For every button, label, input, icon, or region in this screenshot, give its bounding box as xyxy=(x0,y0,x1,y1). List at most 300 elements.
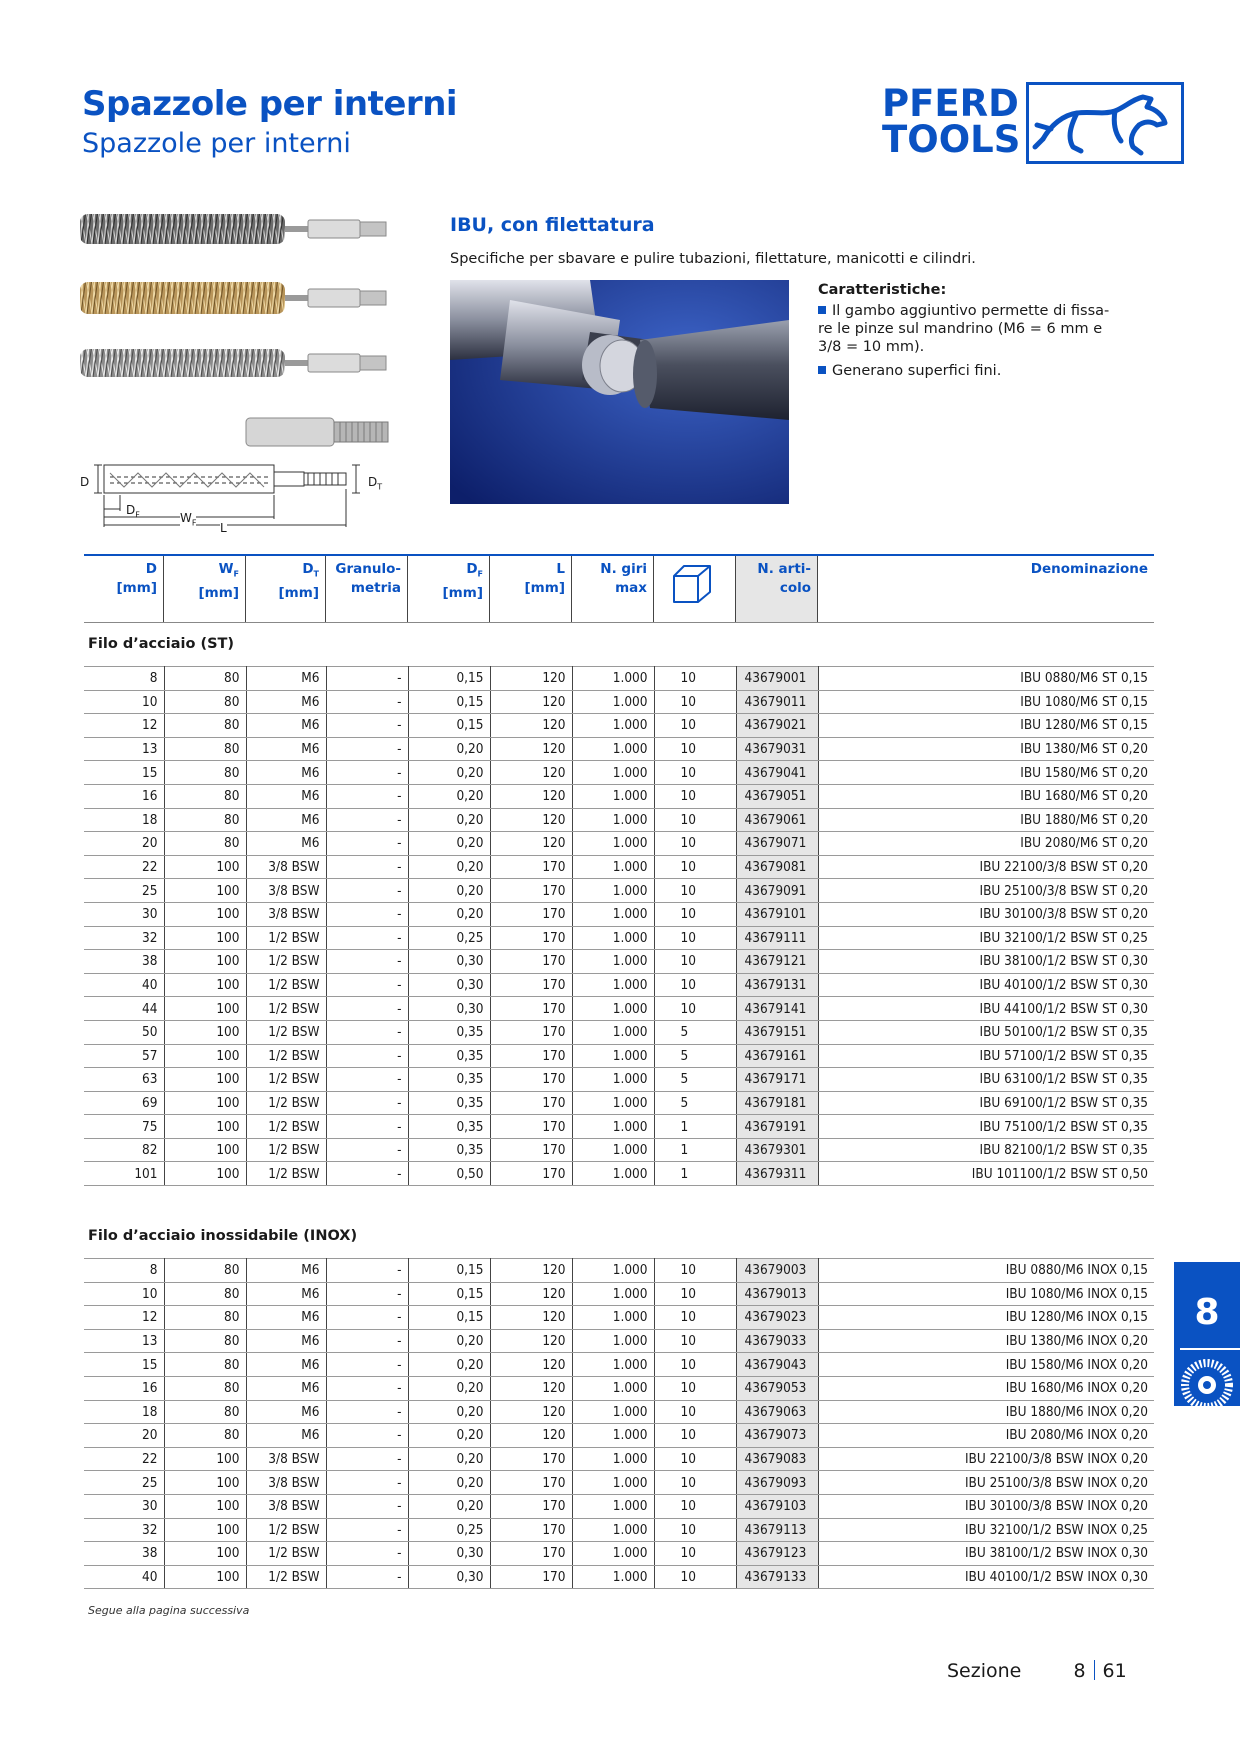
cell-wf: 80 xyxy=(164,667,246,691)
cell-pack: 10 xyxy=(654,1518,736,1542)
cell-name: IBU 32100/1/2 BSW ST 0,25 xyxy=(818,926,1154,950)
table-row xyxy=(84,1020,1154,1044)
section-label-st: Filo d’acciaio (ST) xyxy=(88,636,235,652)
cell-df: 0,25 xyxy=(408,926,490,950)
cell-dt: 1/2 BSW xyxy=(246,1068,326,1092)
cell-wf: 100 xyxy=(164,1471,246,1495)
cell-article: 43679311 xyxy=(736,1162,818,1186)
cell-d: 40 xyxy=(84,1565,164,1589)
cell-wf: 80 xyxy=(164,714,246,738)
cell-rpm: 1.000 xyxy=(572,1471,654,1495)
cell-granulometria: - xyxy=(326,1329,408,1353)
header-rpm-line1: N. giri xyxy=(600,561,647,577)
cell-wf: 100 xyxy=(164,1447,246,1471)
cell-pack: 10 xyxy=(654,1542,736,1566)
cell-name: IBU 75100/1/2 BSW ST 0,35 xyxy=(818,1115,1154,1139)
cell-name: IBU 1880/M6 ST 0,20 xyxy=(818,808,1154,832)
cell-name: IBU 44100/1/2 BSW ST 0,30 xyxy=(818,997,1154,1021)
cell-article: 43679121 xyxy=(736,950,818,974)
cell-d: 22 xyxy=(84,855,164,879)
cell-dt: M6 xyxy=(246,714,326,738)
table-row xyxy=(84,1471,1154,1495)
header-wf-main: W xyxy=(218,561,234,577)
brush-inox-image xyxy=(80,345,390,389)
cell-article: 43679033 xyxy=(736,1329,818,1353)
cell-granulometria: - xyxy=(326,1162,408,1186)
cell-df: 0,20 xyxy=(408,1424,490,1448)
cell-wf: 80 xyxy=(164,1353,246,1377)
cell-name: IBU 40100/1/2 BSW INOX 0,30 xyxy=(818,1565,1154,1589)
cell-df: 0,20 xyxy=(408,737,490,761)
cell-d: 16 xyxy=(84,1376,164,1400)
continued-note: Segue alla pagina successiva xyxy=(88,1604,250,1617)
header-name-label: Denominazione xyxy=(1030,561,1148,577)
header-dt xyxy=(246,556,326,622)
cell-dt: 1/2 BSW xyxy=(246,1020,326,1044)
cell-granulometria: - xyxy=(326,1565,408,1589)
cell-granulometria: - xyxy=(326,784,408,808)
cell-dt: M6 xyxy=(246,1353,326,1377)
cell-name: IBU 1380/M6 ST 0,20 xyxy=(818,737,1154,761)
cell-wf: 100 xyxy=(164,926,246,950)
cell-granulometria: - xyxy=(326,1091,408,1115)
cell-pack: 10 xyxy=(654,1259,736,1283)
cell-l: 170 xyxy=(490,1565,572,1589)
table-row xyxy=(84,1091,1154,1115)
cell-l: 120 xyxy=(490,1376,572,1400)
cell-rpm: 1.000 xyxy=(572,950,654,974)
cell-d: 38 xyxy=(84,1542,164,1566)
cell-d: 30 xyxy=(84,1494,164,1518)
cell-name: IBU 32100/1/2 BSW INOX 0,25 xyxy=(818,1518,1154,1542)
cell-pack: 10 xyxy=(654,855,736,879)
cell-l: 120 xyxy=(490,761,572,785)
cell-article: 43679041 xyxy=(736,761,818,785)
logo-line1: PFERD xyxy=(882,82,1019,125)
table-row xyxy=(84,997,1154,1021)
cell-article: 43679073 xyxy=(736,1424,818,1448)
header-dt-sub: T xyxy=(313,569,319,579)
bullet-icon xyxy=(818,366,826,374)
cell-l: 120 xyxy=(490,1353,572,1377)
header-art-line2: colo xyxy=(779,580,811,596)
cell-l: 120 xyxy=(490,832,572,856)
cell-rpm: 1.000 xyxy=(572,1282,654,1306)
table-row xyxy=(84,1138,1154,1162)
cell-dt: 1/2 BSW xyxy=(246,1518,326,1542)
cell-l: 170 xyxy=(490,1115,572,1139)
cell-rpm: 1.000 xyxy=(572,879,654,903)
cell-d: 63 xyxy=(84,1068,164,1092)
cell-wf: 100 xyxy=(164,879,246,903)
cell-wf: 100 xyxy=(164,997,246,1021)
cell-rpm: 1.000 xyxy=(572,1400,654,1424)
cell-l: 170 xyxy=(490,1068,572,1092)
cell-df: 0,35 xyxy=(408,1044,490,1068)
cell-name: IBU 0880/M6 INOX 0,15 xyxy=(818,1259,1154,1283)
cell-wf: 100 xyxy=(164,1044,246,1068)
cell-rpm: 1.000 xyxy=(572,1376,654,1400)
cell-d: 50 xyxy=(84,1020,164,1044)
table-row xyxy=(84,690,1154,714)
cell-article: 43679301 xyxy=(736,1138,818,1162)
dim-label-d: D xyxy=(80,475,90,489)
cell-wf: 80 xyxy=(164,1259,246,1283)
cell-granulometria: - xyxy=(326,1447,408,1471)
header-df xyxy=(408,556,490,622)
table-row xyxy=(84,737,1154,761)
cell-wf: 80 xyxy=(164,1329,246,1353)
cell-article: 43679101 xyxy=(736,902,818,926)
cell-d: 32 xyxy=(84,1518,164,1542)
cell-pack: 10 xyxy=(654,784,736,808)
feature-item xyxy=(818,362,1128,380)
cell-granulometria: - xyxy=(326,1353,408,1377)
cell-df: 0,35 xyxy=(408,1138,490,1162)
cell-dt: M6 xyxy=(246,1400,326,1424)
cell-l: 170 xyxy=(490,902,572,926)
cell-granulometria: - xyxy=(326,737,408,761)
cell-pack: 10 xyxy=(654,714,736,738)
cell-name: IBU 57100/1/2 BSW ST 0,35 xyxy=(818,1044,1154,1068)
cell-d: 20 xyxy=(84,832,164,856)
cell-df: 0,20 xyxy=(408,1353,490,1377)
cell-df: 0,15 xyxy=(408,1259,490,1283)
header-dt-label xyxy=(246,560,319,584)
cell-dt: 3/8 BSW xyxy=(246,855,326,879)
cell-pack: 10 xyxy=(654,737,736,761)
cell-article: 43679123 xyxy=(736,1542,818,1566)
header-dt-unit: [mm] xyxy=(278,584,319,601)
cell-rpm: 1.000 xyxy=(572,784,654,808)
cell-l: 120 xyxy=(490,690,572,714)
header-wf-sub: F xyxy=(233,569,239,579)
cell-rpm: 1.000 xyxy=(572,926,654,950)
cell-rpm: 1.000 xyxy=(572,1518,654,1542)
cell-article: 43679031 xyxy=(736,737,818,761)
table-row xyxy=(84,784,1154,808)
cell-l: 120 xyxy=(490,1400,572,1424)
product-description: Specifiche per sbavare e pulire tubazioni, filettature, manicotti e cilindri. xyxy=(450,251,976,267)
logo-text xyxy=(882,82,1021,161)
cell-rpm: 1.000 xyxy=(572,690,654,714)
cell-d: 30 xyxy=(84,902,164,926)
cell-df: 0,15 xyxy=(408,714,490,738)
cell-df: 0,15 xyxy=(408,1306,490,1330)
table-row xyxy=(84,1115,1154,1139)
horse-icon xyxy=(1026,82,1184,164)
cell-rpm: 1.000 xyxy=(572,1115,654,1139)
cell-l: 170 xyxy=(490,1162,572,1186)
table-row xyxy=(84,1068,1154,1092)
cell-rpm: 1.000 xyxy=(572,761,654,785)
cell-wf: 80 xyxy=(164,1424,246,1448)
cell-wf: 80 xyxy=(164,832,246,856)
cell-df: 0,20 xyxy=(408,902,490,926)
cell-df: 0,15 xyxy=(408,1282,490,1306)
header-wf-unit: [mm] xyxy=(198,584,239,601)
cell-wf: 80 xyxy=(164,1282,246,1306)
cell-pack: 1 xyxy=(654,1138,736,1162)
cell-wf: 80 xyxy=(164,761,246,785)
cell-rpm: 1.000 xyxy=(572,1044,654,1068)
cell-l: 120 xyxy=(490,1306,572,1330)
cell-granulometria: - xyxy=(326,926,408,950)
cell-l: 170 xyxy=(490,879,572,903)
header-wf xyxy=(164,556,246,622)
cell-dt: 1/2 BSW xyxy=(246,1044,326,1068)
table-row xyxy=(84,973,1154,997)
cell-dt: 3/8 BSW xyxy=(246,1471,326,1495)
cell-rpm: 1.000 xyxy=(572,1068,654,1092)
cell-df: 0,20 xyxy=(408,1471,490,1495)
footer-section-number: 8 xyxy=(1073,1660,1086,1682)
cell-granulometria: - xyxy=(326,902,408,926)
cell-name: IBU 25100/3/8 BSW INOX 0,20 xyxy=(818,1471,1154,1495)
cell-df: 0,35 xyxy=(408,1020,490,1044)
cell-granulometria: - xyxy=(326,1259,408,1283)
cell-name: IBU 22100/3/8 BSW INOX 0,20 xyxy=(818,1447,1154,1471)
header-gran-line1: Granulo- xyxy=(335,561,401,577)
cell-name: IBU 82100/1/2 BSW ST 0,35 xyxy=(818,1138,1154,1162)
cell-dt: M6 xyxy=(246,1259,326,1283)
cell-wf: 100 xyxy=(164,1518,246,1542)
cell-article: 43679043 xyxy=(736,1353,818,1377)
cell-l: 120 xyxy=(490,784,572,808)
cell-df: 0,20 xyxy=(408,784,490,808)
cell-wf: 80 xyxy=(164,1400,246,1424)
dim-wf-sub: F xyxy=(191,518,197,528)
header-df-main: D xyxy=(466,561,478,577)
cell-granulometria: - xyxy=(326,714,408,738)
cell-name: IBU 1080/M6 INOX 0,15 xyxy=(818,1282,1154,1306)
cell-wf: 100 xyxy=(164,1565,246,1589)
cell-pack: 1 xyxy=(654,1115,736,1139)
cell-pack: 10 xyxy=(654,1447,736,1471)
cell-granulometria: - xyxy=(326,690,408,714)
header-l-unit: [mm] xyxy=(524,580,565,596)
cell-article: 43679053 xyxy=(736,1376,818,1400)
cell-pack: 10 xyxy=(654,1494,736,1518)
cell-l: 170 xyxy=(490,1542,572,1566)
cell-l: 170 xyxy=(490,926,572,950)
table-row xyxy=(84,1424,1154,1448)
page-footer xyxy=(947,1660,1127,1682)
cell-d: 15 xyxy=(84,1353,164,1377)
cell-dt: M6 xyxy=(246,1376,326,1400)
cell-d: 32 xyxy=(84,926,164,950)
section-tab xyxy=(1174,1262,1240,1406)
cell-dt: 3/8 BSW xyxy=(246,902,326,926)
cell-dt: M6 xyxy=(246,808,326,832)
cell-dt: 1/2 BSW xyxy=(246,1162,326,1186)
cell-wf: 100 xyxy=(164,1091,246,1115)
header-pack xyxy=(654,556,736,622)
cell-rpm: 1.000 xyxy=(572,1542,654,1566)
cell-rpm: 1.000 xyxy=(572,1447,654,1471)
table-row xyxy=(84,1259,1154,1283)
cell-d: 20 xyxy=(84,1424,164,1448)
product-title: IBU, con filettatura xyxy=(450,214,655,236)
cell-rpm: 1.000 xyxy=(572,1424,654,1448)
cell-granulometria: - xyxy=(326,973,408,997)
cell-dt: 1/2 BSW xyxy=(246,950,326,974)
cell-name: IBU 1580/M6 ST 0,20 xyxy=(818,761,1154,785)
cell-d: 101 xyxy=(84,1162,164,1186)
cell-article: 43679083 xyxy=(736,1447,818,1471)
brush-steel-image xyxy=(80,210,390,254)
cell-rpm: 1.000 xyxy=(572,1162,654,1186)
table-row xyxy=(84,1329,1154,1353)
cell-d: 38 xyxy=(84,950,164,974)
cell-granulometria: - xyxy=(326,761,408,785)
feature-item xyxy=(818,302,1128,356)
cell-pack: 5 xyxy=(654,1068,736,1092)
cell-df: 0,15 xyxy=(408,667,490,691)
cell-df: 0,35 xyxy=(408,1115,490,1139)
cell-wf: 100 xyxy=(164,1020,246,1044)
cell-wf: 100 xyxy=(164,1115,246,1139)
cell-granulometria: - xyxy=(326,997,408,1021)
table-row xyxy=(84,1565,1154,1589)
cell-pack: 10 xyxy=(654,997,736,1021)
cell-dt: M6 xyxy=(246,737,326,761)
cell-article: 43679103 xyxy=(736,1494,818,1518)
footer-section-label: Sezione xyxy=(947,1660,1022,1682)
header-name xyxy=(818,556,1154,622)
header-art-line1: N. arti- xyxy=(757,561,811,577)
header-rpm-line2: max xyxy=(615,580,647,596)
package-icon xyxy=(670,562,714,606)
header-dt-main: D xyxy=(302,561,314,577)
cell-pack: 10 xyxy=(654,1424,736,1448)
cell-dt: M6 xyxy=(246,784,326,808)
cell-d: 57 xyxy=(84,1044,164,1068)
cell-rpm: 1.000 xyxy=(572,808,654,832)
cell-dt: 3/8 BSW xyxy=(246,1494,326,1518)
cell-article: 43679131 xyxy=(736,973,818,997)
table-st xyxy=(84,666,1154,1186)
table-row xyxy=(84,1542,1154,1566)
cell-granulometria: - xyxy=(326,1138,408,1162)
cell-granulometria: - xyxy=(326,1424,408,1448)
cell-l: 120 xyxy=(490,1282,572,1306)
table-row xyxy=(84,1044,1154,1068)
brush-brass-image xyxy=(80,278,390,324)
cell-pack: 10 xyxy=(654,1400,736,1424)
cell-granulometria: - xyxy=(326,832,408,856)
cell-rpm: 1.000 xyxy=(572,1138,654,1162)
cell-d: 18 xyxy=(84,1400,164,1424)
pferd-logo xyxy=(882,82,1190,166)
cell-dt: 1/2 BSW xyxy=(246,1138,326,1162)
cell-df: 0,20 xyxy=(408,1329,490,1353)
cell-name: IBU 0880/M6 ST 0,15 xyxy=(818,667,1154,691)
header-granulometria xyxy=(326,556,408,622)
cell-granulometria: - xyxy=(326,855,408,879)
cell-article: 43679001 xyxy=(736,667,818,691)
table-inox xyxy=(84,1258,1154,1589)
cell-granulometria: - xyxy=(326,1542,408,1566)
cell-df: 0,20 xyxy=(408,832,490,856)
cell-name: IBU 38100/1/2 BSW ST 0,30 xyxy=(818,950,1154,974)
cell-l: 170 xyxy=(490,1471,572,1495)
cell-d: 16 xyxy=(84,784,164,808)
table-row xyxy=(84,1282,1154,1306)
header-df-sub: F xyxy=(477,569,483,579)
header-wf-label xyxy=(164,560,239,584)
cell-pack: 5 xyxy=(654,1091,736,1115)
cell-article: 43679161 xyxy=(736,1044,818,1068)
header-article xyxy=(736,556,818,622)
cell-l: 170 xyxy=(490,1020,572,1044)
cell-article: 43679051 xyxy=(736,784,818,808)
cell-pack: 10 xyxy=(654,973,736,997)
feature-text: Generano superfici fini. xyxy=(832,363,1002,379)
cell-rpm: 1.000 xyxy=(572,1091,654,1115)
table-header xyxy=(84,554,1154,623)
cell-df: 0,20 xyxy=(408,1447,490,1471)
cell-d: 18 xyxy=(84,808,164,832)
cell-pack: 5 xyxy=(654,1044,736,1068)
section-label-inox: Filo d’acciaio inossidabile (INOX) xyxy=(88,1228,358,1244)
cell-l: 120 xyxy=(490,808,572,832)
cell-granulometria: - xyxy=(326,879,408,903)
cell-granulometria: - xyxy=(326,1282,408,1306)
cell-df: 0,20 xyxy=(408,879,490,903)
cell-pack: 10 xyxy=(654,1306,736,1330)
cell-d: 10 xyxy=(84,690,164,714)
cell-pack: 10 xyxy=(654,832,736,856)
cell-wf: 80 xyxy=(164,1306,246,1330)
cell-wf: 80 xyxy=(164,690,246,714)
cell-rpm: 1.000 xyxy=(572,714,654,738)
cell-dt: M6 xyxy=(246,1306,326,1330)
cell-granulometria: - xyxy=(326,1068,408,1092)
cell-df: 0,30 xyxy=(408,1565,490,1589)
dim-wf-main: W xyxy=(180,511,192,525)
cell-article: 43679071 xyxy=(736,832,818,856)
cell-df: 0,20 xyxy=(408,1376,490,1400)
cell-article: 43679023 xyxy=(736,1306,818,1330)
header-d-unit: [mm] xyxy=(116,580,157,596)
cell-dt: M6 xyxy=(246,690,326,714)
logo-line2: TOOLS xyxy=(882,118,1021,161)
cell-rpm: 1.000 xyxy=(572,1353,654,1377)
cell-name: IBU 1280/M6 ST 0,15 xyxy=(818,714,1154,738)
table-row xyxy=(84,1494,1154,1518)
cell-article: 43679081 xyxy=(736,855,818,879)
cell-wf: 100 xyxy=(164,855,246,879)
dim-dt-sub: T xyxy=(377,482,383,492)
cell-article: 43679171 xyxy=(736,1068,818,1092)
header-d-label: D xyxy=(145,561,157,577)
cell-name: IBU 1580/M6 INOX 0,20 xyxy=(818,1353,1154,1377)
header-l-label: L xyxy=(556,561,565,577)
cell-article: 43679191 xyxy=(736,1115,818,1139)
cell-pack: 5 xyxy=(654,1020,736,1044)
cell-rpm: 1.000 xyxy=(572,902,654,926)
cell-df: 0,30 xyxy=(408,950,490,974)
cell-article: 43679151 xyxy=(736,1020,818,1044)
cell-d: 40 xyxy=(84,973,164,997)
cell-dt: M6 xyxy=(246,1329,326,1353)
cell-df: 0,20 xyxy=(408,808,490,832)
bullet-icon xyxy=(818,306,826,314)
cell-article: 43679113 xyxy=(736,1518,818,1542)
cell-name: IBU 2080/M6 ST 0,20 xyxy=(818,832,1154,856)
cell-pack: 10 xyxy=(654,926,736,950)
